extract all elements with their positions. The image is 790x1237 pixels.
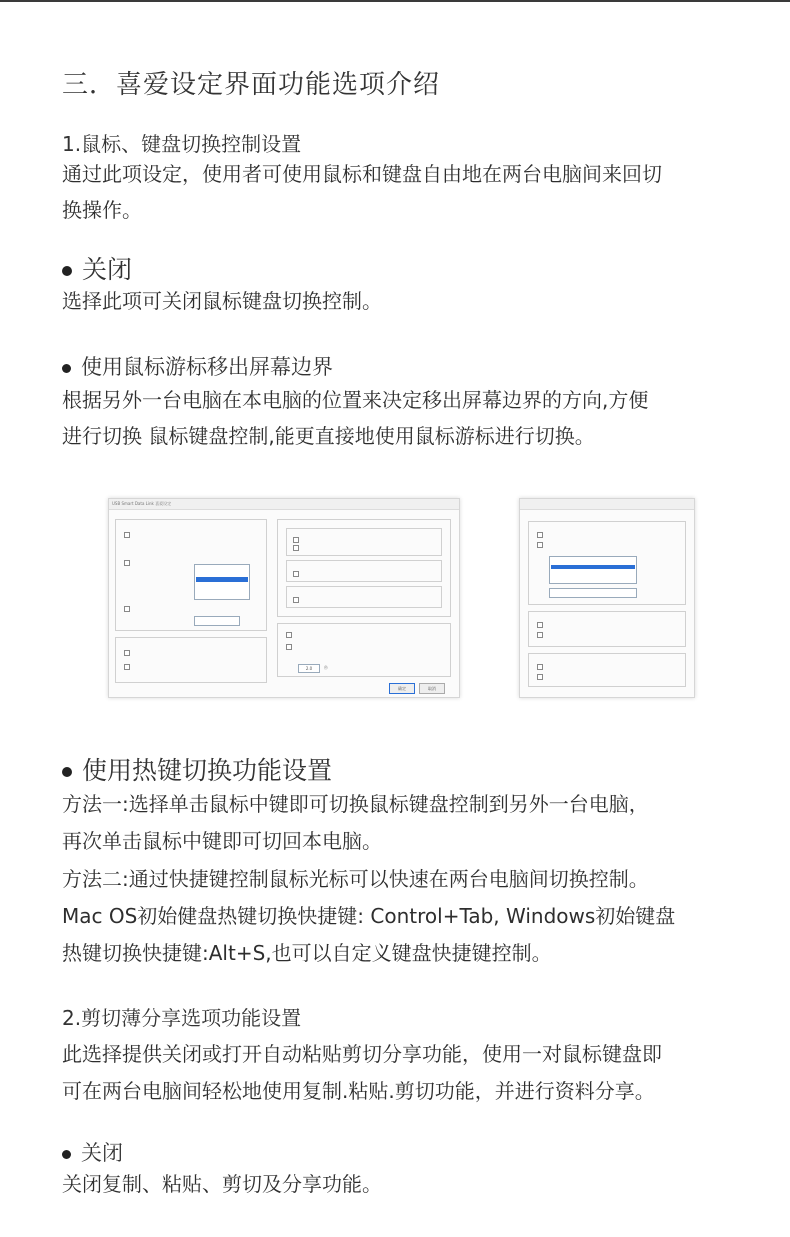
option-hotkey-line5: 热键切换快捷键:Alt+S,也可以自定义键盘快捷键控制。 [62, 941, 552, 965]
option-close2-heading [62, 1137, 123, 1167]
timeout-field: 2.0 [298, 664, 320, 673]
checkbox [293, 537, 299, 543]
mac-clip-group [528, 611, 686, 647]
checkbox [537, 674, 543, 680]
other-group [277, 623, 451, 677]
part2-desc-line2: 可在两台电脑间轻松地使用复制.粘贴.剪切功能，并进行资料分享。 [62, 1079, 655, 1103]
direction-list [194, 564, 250, 600]
option-close2-desc: 关闭复制、粘贴、剪切及分享功能。 [62, 1172, 382, 1196]
direction-selected [196, 577, 248, 582]
checkbox [537, 664, 543, 670]
option-hotkey-title: 使用热键切换功能设置 [82, 756, 333, 785]
bullet-icon [62, 1150, 71, 1159]
option-close2-title: 关闭 [81, 1141, 123, 1165]
option-hotkey-line2: 再次单击鼠标中键即可切回本电脑。 [62, 829, 382, 853]
ok-button[interactable]: 确定 [389, 683, 415, 694]
bullet-icon [62, 767, 72, 777]
option-hotkey-line1: 方法一:选择单击鼠标中键即可切换鼠标键盘控制到另外一台电脑， [62, 792, 649, 816]
part2-desc-line1: 此选择提供关闭或打开自动粘贴剪切分享功能，使用一对鼠标键盘即 [62, 1042, 662, 1066]
option-edge-title: 使用鼠标游标移出屏幕边界 [81, 355, 333, 379]
radio [537, 532, 543, 538]
option-close-desc: 选择此项可关闭鼠标键盘切换控制。 [62, 289, 382, 313]
radio-close [124, 532, 130, 538]
radio [537, 632, 543, 638]
dialog-titlebar: USB Smart Data Link 喜爱设定 [109, 499, 459, 510]
mac-mouse-group [528, 521, 686, 605]
option-hotkey-line3: 方法二:通过快捷键控制鼠标光标可以快速在两台电脑间切换控制。 [62, 867, 649, 891]
section-title: 三．喜爱设定界面功能选项介绍 [62, 70, 441, 100]
checkbox [293, 597, 299, 603]
part1-heading: 1.鼠标、键盘切换控制设置 [62, 132, 302, 156]
bullet-icon [62, 266, 72, 276]
part2-heading: 2.剪切薄分享选项功能设置 [62, 1006, 302, 1030]
radio-clip-close [124, 650, 130, 656]
mac-settings-screenshot [519, 498, 695, 698]
option-close-title: 关闭 [82, 255, 133, 284]
mac-hotkey-field [549, 588, 637, 598]
mac-direction-selected [551, 565, 635, 569]
mac-other-group [528, 653, 686, 687]
timeout-unit: 秒 [324, 665, 328, 670]
sub-group-3 [286, 586, 442, 608]
checkbox [293, 545, 299, 551]
mac-direction-list [549, 556, 637, 584]
radio-clip-auto [124, 664, 130, 670]
part1-desc-line1: 通过此项设定，使用者可使用鼠标和键盘自由地在两台电脑间来回切 [62, 162, 662, 186]
radio-hotkey [124, 606, 130, 612]
sub-group-2 [286, 560, 442, 582]
radio [537, 622, 543, 628]
option-edge-desc-line2: 进行切换 鼠标键盘控制,能更直接地使用鼠标游标进行切换。 [62, 424, 595, 448]
part1-desc-line2: 换操作。 [62, 198, 142, 222]
option-edge-desc-line1: 根据另外一台电脑在本电脑的位置来决定移出屏幕边界的方向,方便 [62, 388, 649, 412]
settings-dialog-screenshot [108, 498, 460, 698]
option-hotkey-line4: Mac OS初始健盘热键切换快捷键: Control+Tab, Windows初始键盘 [62, 904, 676, 928]
cancel-button[interactable]: 取消 [419, 683, 445, 694]
sub-group-1 [286, 528, 442, 556]
checkbox [286, 632, 292, 638]
clipboard-group [115, 637, 267, 683]
top-border-line [0, 0, 790, 2]
checkbox [286, 644, 292, 650]
option-hotkey-heading [62, 751, 332, 787]
bullet-icon [62, 364, 71, 373]
mac-titlebar [520, 499, 694, 510]
radio [537, 542, 543, 548]
checkbox [293, 571, 299, 577]
option-close-heading [62, 250, 132, 286]
hotkey-field [194, 616, 240, 626]
mouse-keyboard-group [115, 519, 267, 631]
radio-edge [124, 560, 130, 566]
notification-group [277, 519, 451, 617]
option-edge-heading [62, 351, 333, 381]
